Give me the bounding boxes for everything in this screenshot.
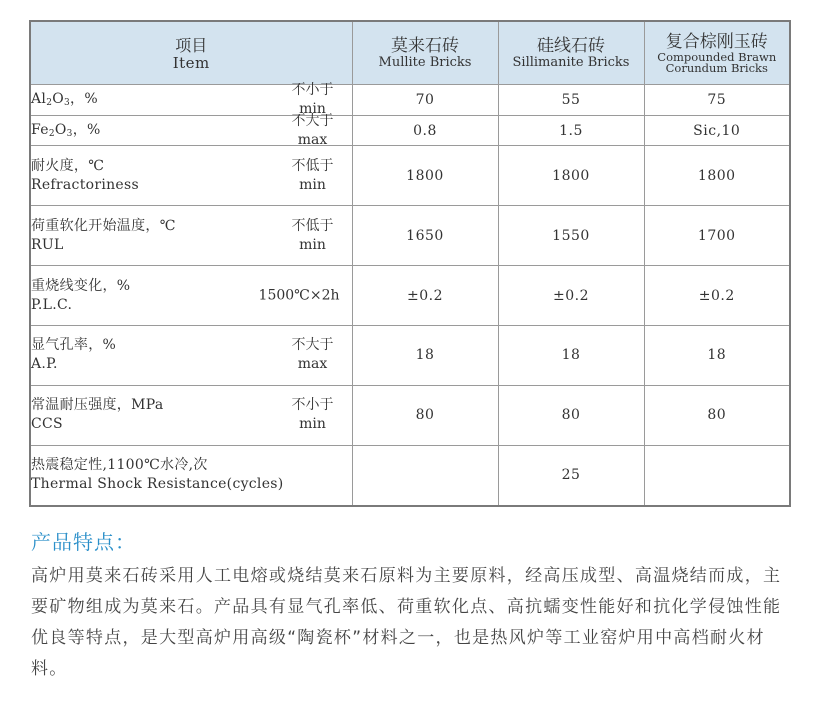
sillimanite-value: 1800 (498, 146, 644, 206)
table-row (30, 266, 790, 326)
condition: 1500℃×2h (258, 287, 340, 304)
sillimanite-value: 25 (498, 445, 644, 506)
mullite-value: 80 (352, 385, 498, 445)
row-label (30, 206, 352, 266)
sillimanite-value: 80 (498, 385, 644, 445)
header-row (30, 21, 790, 85)
corundum-value: 1700 (644, 206, 790, 266)
condition: 不小于 min (291, 81, 334, 117)
corundum-value (644, 445, 790, 506)
features-title: 产品特点： (31, 530, 136, 554)
header-sillimanite-en: Sillimanite Bricks (512, 55, 630, 70)
header-sillimanite (498, 21, 644, 85)
header-corundum-en-1: Compounded Brawn (657, 50, 777, 64)
row-label (30, 112, 352, 148)
property-name-en: RUL (31, 236, 64, 253)
property-name-en: CCS (31, 416, 63, 433)
condition: 不低于 min (291, 157, 334, 193)
corundum-value: Sic,10 (644, 115, 790, 146)
row-label (30, 326, 352, 386)
header-corundum (644, 21, 790, 85)
property-name: $Al_2O_3$，% (31, 91, 98, 109)
condition: 不大于 max (291, 337, 334, 373)
corundum-value: ±0.2 (644, 266, 790, 326)
property-name-zh: 荷重软化开始温度，℃ (31, 217, 176, 234)
sillimanite-value: 55 (498, 85, 644, 116)
property-name-en: P.L.C. (31, 296, 73, 313)
header-corundum-en-2: Corundum Bricks (665, 61, 768, 75)
table-row (30, 206, 790, 266)
property-name-en: A.P. (31, 356, 58, 373)
condition: 不大于 max (291, 112, 334, 148)
table-row (30, 85, 790, 116)
header-item-zh: 项目 (175, 36, 208, 55)
mullite-value: 1800 (352, 146, 498, 206)
property-name: $Fe_2O_3$，% (31, 122, 101, 140)
property-name-en: Thermal Shock Resistance(cycles) (31, 476, 284, 493)
mullite-value: 70 (352, 85, 498, 116)
property-name-zh: 显气孔率，% (31, 337, 117, 354)
mullite-value: 18 (352, 326, 498, 386)
table-row (30, 115, 790, 146)
mullite-value: 0.8 (352, 115, 498, 146)
table-row (30, 146, 790, 206)
header-corundum-zh: 复合棕刚玉砖 (665, 32, 768, 52)
corundum-value: 80 (644, 385, 790, 445)
property-name-zh: 重烧线变化，% (31, 277, 131, 294)
condition: 不低于 min (291, 217, 334, 253)
header-mullite-zh: 莫来石砖 (391, 36, 459, 56)
sillimanite-value: 1.5 (498, 115, 644, 146)
property-name-zh: 耐火度，℃ (31, 157, 105, 174)
corundum-value: 1800 (644, 146, 790, 206)
header-sillimanite-zh: 硅线石砖 (537, 36, 605, 56)
sillimanite-value: 1550 (498, 206, 644, 266)
header-mullite-en: Mullite Bricks (378, 55, 472, 70)
table-row (30, 326, 790, 386)
header-item-en: Item (172, 54, 210, 72)
corundum-value: 75 (644, 85, 790, 116)
header-item (30, 21, 352, 85)
table-row (30, 385, 790, 445)
mullite-value: ±0.2 (352, 266, 498, 326)
features-body: 高炉用莫来石砖采用人工电熔或烧结莫来石原料为主要原料，经高压成型、高温烧结而成，主要矿物组成为莫来石。产品具有显气孔率低、荷重软化点、高抗蠕变性能好和抗化学侵蚀性能优良等特点，是大型高炉用高级“陶瓷杯”材料之一，也是热风炉等工业窑炉用中高档耐火材料。 (31, 566, 782, 679)
mullite-value: 1650 (352, 206, 498, 266)
condition: 不小于 min (291, 397, 334, 433)
property-name-zh: 热震稳定性,1100℃水冷,次 (31, 457, 208, 474)
sillimanite-value: 18 (498, 326, 644, 386)
property-name-en: Refractoriness (31, 176, 139, 193)
header-mullite (352, 21, 498, 85)
property-name-zh: 常温耐压强度，MPa (31, 397, 164, 414)
table-row (30, 445, 790, 506)
sillimanite-value: ±0.2 (498, 266, 644, 326)
row-label (30, 146, 352, 206)
corundum-value: 18 (644, 326, 790, 386)
properties-table (29, 20, 791, 507)
row-label (30, 266, 352, 326)
row-label (30, 385, 352, 445)
mullite-value (352, 445, 498, 506)
row-label (30, 445, 352, 506)
